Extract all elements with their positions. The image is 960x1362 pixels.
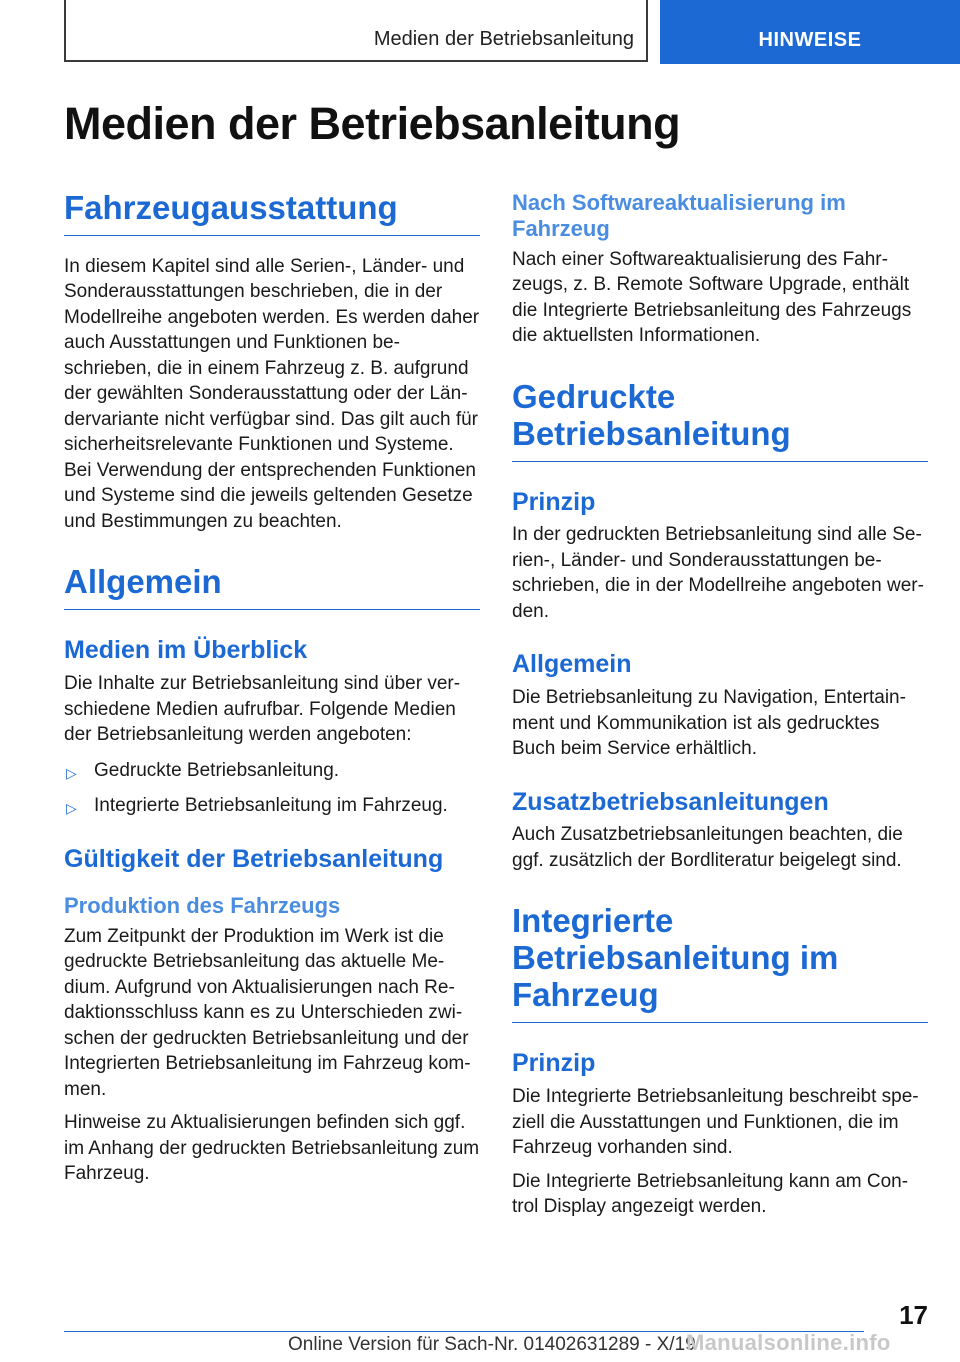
paragraph-medien-im-ueberblick: Die Inhalte zur Betriebsanleitung sind über verschiedene Medien aufrufbar. Folgende Medien der Betriebsanleitung werden angeboten: <box>64 673 461 746</box>
paragraph-softwareaktualisierung: Nach einer Softwareaktualisierung des Fahrzeugs, z. B. Remote Software Upgrade, enthält die Integrierte Betriebsanleitung des Fahrzeugs die aktuellsten Informationen. <box>512 248 912 347</box>
subheading-prinzip: Prinzip <box>512 487 596 516</box>
subheading-prinzip-integriert: Prinzip <box>512 1049 596 1078</box>
heading-allgemein: Allgemein <box>64 564 480 610</box>
list-item <box>64 793 480 819</box>
list-item-text: Integrierte Betriebsanleitung im Fahrzeug. <box>94 795 448 817</box>
list-item <box>64 758 480 784</box>
page-number: 17 <box>899 1300 928 1330</box>
right-column <box>512 190 928 1228</box>
paragraph-produktion-1: Zum Zeitpunkt der Produktion im Werk ist die gedruckte Betriebsanleitung das aktuelle Medium. Aufgrund von Aktualisierungen nach Redaktionsschluss kann es zu Unterschieden zwischen der gedruckten Betriebsanleitung und der Integrierten Betriebsanleitung im Fahrzeug kommen. <box>64 925 471 1100</box>
subheading-gueltigkeit: Gültigkeit der Betriebsanleitung <box>64 844 444 873</box>
paragraph-allgemein: Die Betriebsanleitung zu Navigation, Entertainment und Kommunikation ist als gedrucktes Buch beim Service erhältlich. <box>512 687 906 760</box>
paragraph-produktion-2: Hinweise zu Aktualisierungen befinden sich ggf. im Anhang der gedruckten Betriebsanleitung zum Fahrzeug. <box>64 1112 480 1185</box>
paragraph-prinzip-integriert-1: Die Integrierte Betriebsanleitung beschreibt speziell die Ausstattungen und Funktionen, die im Fahrzeug vorhanden sind. <box>512 1086 919 1159</box>
page-title: Medien der Betriebsanleitung <box>64 98 681 149</box>
media-list <box>64 758 480 819</box>
paragraph-fahrzeugausstattung: In diesem Kapitel sind alle Serien-, Länder- und Sonderausstattungen beschrieben, die in der Modellreihe angeboten werden. Es werden daher auch Ausstattungen und Funktionen beschrieben, die in einem Fahrzeug z. B. aufgrund der gewählten Sonderausstattung oder der Ländervariante nicht verfügbar sind. Das gilt auch für sicherheitsrelevante Funktionen und Systeme. Bei Verwendung der entsprechenden Funktionen und Systeme sind die jeweils geltenden Gesetze und Bestimmungen zu beachten. <box>64 255 480 532</box>
heading-integrierte-betriebsanleitung: Integrierte Betriebsanleitung im Fahrzeug <box>512 903 928 1023</box>
left-column <box>64 190 480 1195</box>
header-title: Medien der Betriebsanleitung <box>373 28 634 50</box>
footer-text: Online Version für Sach-Nr. 01402631289 - X/19 <box>288 1334 696 1355</box>
subsubheading-softwareaktualisierung: Nach Softwareaktualisierung im Fahrzeug <box>512 190 846 242</box>
triangle-bullet-icon: ▷ <box>66 800 77 817</box>
triangle-bullet-icon: ▷ <box>66 764 77 781</box>
heading-fahrzeugausstattung: Fahrzeugausstattung <box>64 190 480 236</box>
section-tab-hinweise[interactable]: HINWEISE <box>660 0 960 64</box>
paragraph-prinzip: In der gedruckten Betriebsanleitung sind alle Serien-, Länder- und Sonderausstattungen beschrieben, die in der Modellreihe angeboten werden. <box>512 524 924 622</box>
header-box <box>64 0 648 62</box>
subheading-allgemein: Allgemein <box>512 650 632 679</box>
subheading-medien-im-ueberblick: Medien im Überblick <box>64 636 308 665</box>
list-item-text: Gedruckte Betriebsanleitung. <box>94 759 340 781</box>
watermark: Manualsonline.info <box>686 1330 891 1355</box>
heading-gedruckte-betriebsanleitung: Gedruckte Betriebsanleitung <box>512 379 928 462</box>
paragraph-prinzip-integriert-2: Die Integrierte Betriebsanleitung kann am Control Display angezeigt werden. <box>512 1170 909 1218</box>
subheading-zusatzbetriebsanleitungen: Zusatzbetriebsanleitungen <box>512 787 829 816</box>
paragraph-zusatzbetriebsanleitungen: Auch Zusatzbetriebsanleitungen beachten, die ggf. zusätzlich der Bordliteratur beigelegt sind. <box>512 824 903 871</box>
subsubheading-produktion: Produktion des Fahrzeugs <box>64 893 341 919</box>
